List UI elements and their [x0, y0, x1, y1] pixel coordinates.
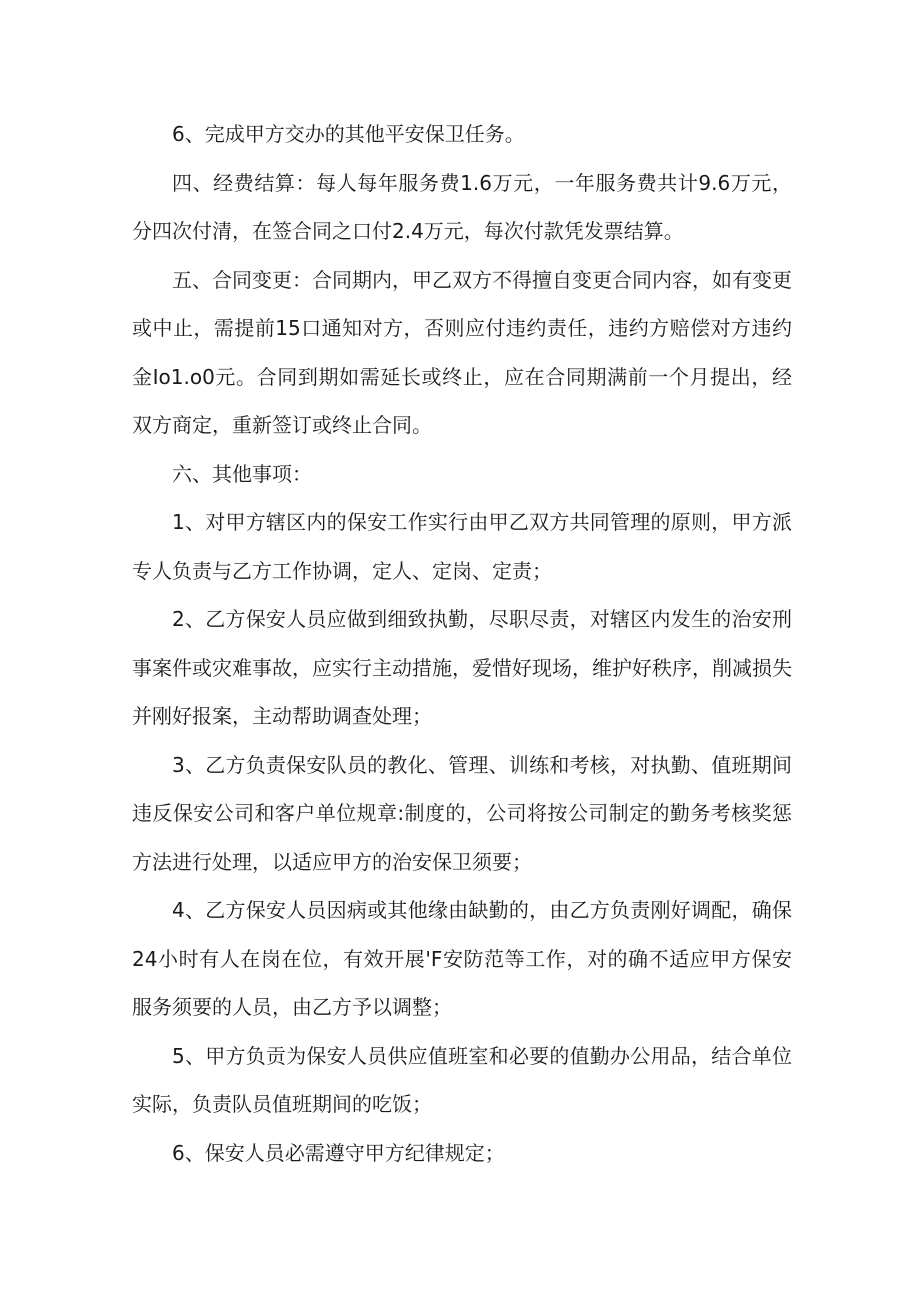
paragraph-item-2: 2、乙方保安人员应做到细致执勤，尽职尽责，对辖区内发生的治安刑事案件或灾难事故，应实行主动措施，爱惜好现场，维护好秩序，削减损失并刚好报案，主动帮助调查处理； — [132, 607, 792, 728]
section-heading-other-matters: 六、其他事项： — [172, 461, 312, 486]
paragraph-fee-settlement: 四、经费结算：每人每年服务费1.6万元，一年服务费共计9.6万元，分四次付清，在签合同之口付2.4万元，每次付款凭发票结算。 — [132, 170, 792, 243]
paragraph-item-1: 1、对甲方辖区内的保安工作实行由甲乙双方共同管理的原则，甲方派专人负责与乙方工作协调，定人、定岗、定责； — [132, 510, 792, 583]
paragraph-item-5: 5、甲方负贡为保安人员供应值班室和必要的值勤办公用品，结合单位实际，负责队员值班期间的吃饭； — [132, 1043, 792, 1116]
paragraph-item-6-discipline: 6、保安人员必需遵守甲方纪律规定； — [172, 1140, 505, 1165]
document-body — [132, 110, 792, 1177]
paragraph-item-4: 4、乙方保安人员因病或其他缘由缺勤的，由乙方负责刚好调配，确保24小时有人在岗在位，有效开展'F安防范等工作，对的确不适应甲方保安服务须要的人员，由乙方予以调整； — [132, 898, 792, 1019]
paragraph-item-6-tasks: 6、完成甲方交办的其他平安保卫任务。 — [172, 122, 525, 146]
paragraph-item-3: 3、乙方负责保安队员的教化、管理、训练和考核，对执勤、值班期间违反保安公司和客户单位规章:制度的，公司将按公司制定的勤务考核奖惩方法进行处理，以适应甲方的治安保卫须要； — [132, 752, 792, 874]
paragraph-contract-change: 五、合同变更：合同期内，甲乙双方不得擅自变更合同内容，如有变更或中止，需提前15口通知对方，否则应付违约责任，违约方赔偿对方违约金Io1.o0元。合同到期如需延长或终止，应在合同期满前一个月提出，经双方商定，重新签订或终止合同。 — [132, 267, 792, 437]
